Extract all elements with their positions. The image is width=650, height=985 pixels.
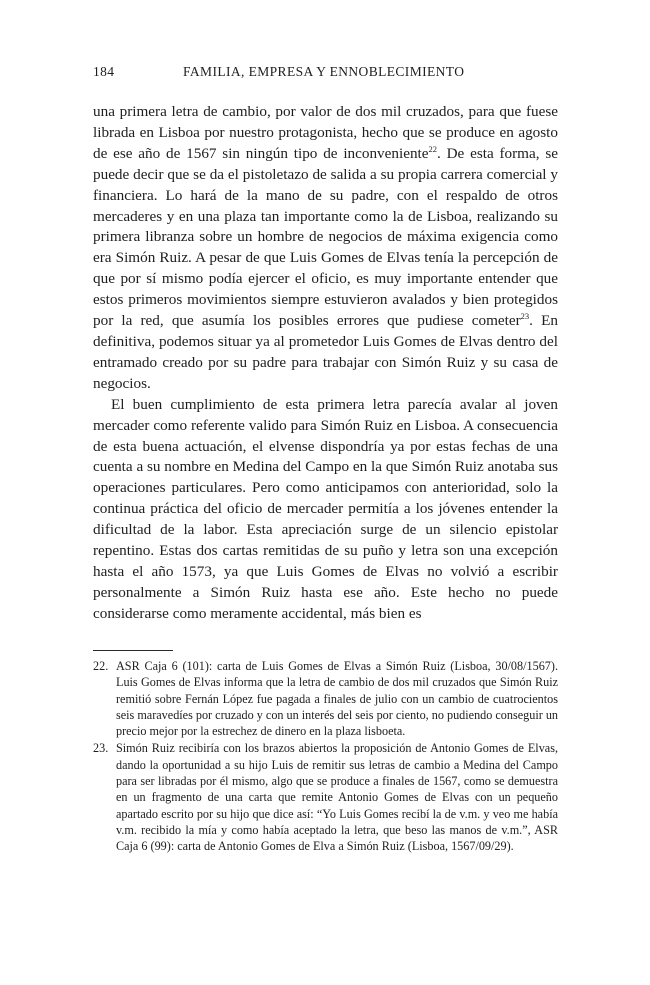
footnote-ref[interactable]: 22	[428, 143, 437, 154]
running-title: FAMILIA, EMPRESA Y ENNOBLECIMIENTO	[183, 64, 465, 79]
paragraph-text: . En definitiva, podemos situar ya al prometedor Luis Gomes de Elvas dentro del entramado creado por su padre para trabajar con Simón Ruiz y su casa de negocios.	[93, 312, 558, 392]
footnote-number: 23.	[93, 741, 109, 756]
footnote-text: ASR Caja 6 (101): carta de Luis Gomes de Elvas a Simón Ruiz (Lisboa, 30/08/1567). Luis Gomes de Elvas informa que la letra de cambio de dos mil cruzados que Simón Ruiz remitió sobre Fernán López fue pagada a finales de julio con un cambio de cuatrocientos seis maravedíes por cruzado y con un interés del seis por ciento, no pudiendo conseguir un precio mejor por la estrechez de dinero en la plaza lisboeta.	[116, 659, 559, 739]
footnote	[93, 658, 558, 739]
footnotes	[93, 658, 558, 856]
body-text	[93, 102, 558, 625]
paragraph-text: una primera letra de cambio, por valor de dos mil cruzados, para que fuese librada en Lisboa por nuestro protagonista, hecho que se produce en agosto de ese año de 1567 sin ningún tipo de inconveniente	[93, 103, 558, 162]
footnote-text: Simón Ruiz recibiría con los brazos abiertos la proposición de Antonio Gomes de Elvas, dando la oportunidad a su hijo Luis de remitir sus letras de cambio a Medina del Campo para ser libradas por él mismo, algo que se produce a finales de 1567, como se demuestra en un fragmento de una carta que remite Antonio Gomes de Elvas con un pequeño apartado escrito por su hijo que dice así: “Yo Luis Gomes recibí la de v.m. y veo me había v.m. recibido la mía y como había aceptado la letra, que beso las manos de v.m.”, ASR Caja 6 (99): carta de Antonio Gomes de Elva a Simón Ruiz (Lisboa, 1567/09/29).	[116, 741, 558, 854]
footnote-number: 22.	[93, 659, 109, 673]
footnote	[93, 740, 558, 854]
footnote-separator	[93, 650, 173, 651]
body-paragraph: El buen cumplimiento de esta primera letra parecía avalar al joven mercader como referente valido para Simón Ruiz en Lisboa. A consecuencia de esta buena actuación, el elvense dispondría ya por estas fechas de una cuenta a su nombre en Medina del Campo en la que Simón Ruiz anotaba sus operaciones particulares. Pero como anticipamos con anterioridad, solo la continua práctica del oficio de mercader permitía a los jóvenes entender la dificultad de la labor. Esta apreciación surge de un silencio epistolar repentino. Estas dos cartas remitidas de su puño y letra son una excepción hasta el año 1573, ya que Luis Gomes de Elvas no volvió a escribir personalmente a Simón Ruiz hasta ese año. Este hecho no puede considerarse como meramente accidental, más bien es	[93, 395, 558, 622]
paragraph-text: . De esta forma, se puede decir que se da el pistoletazo de salida a su propia carrera comercial y financiera. Lo hará de la mano de su padre, con el respaldo de otros mercaderes y en una plaza tan importante como la de Lisboa, realizando su primera libranza sobre un hombre de negocios de máxima exigencia como era Simón Ruiz. A pesar de que Luis Gomes de Elvas tenía la percepción de que por sí mismo podía ejercer el oficio, es muy importante entender que estos primeros movimientos siempre estuvieron avalados y bien protegidos por la red, que asumía los posibles errores que pudiese cometer	[93, 144, 558, 330]
page-number: 184	[93, 64, 115, 79]
footnote-ref[interactable]: 23	[520, 311, 530, 322]
body-paragraph	[93, 102, 558, 395]
